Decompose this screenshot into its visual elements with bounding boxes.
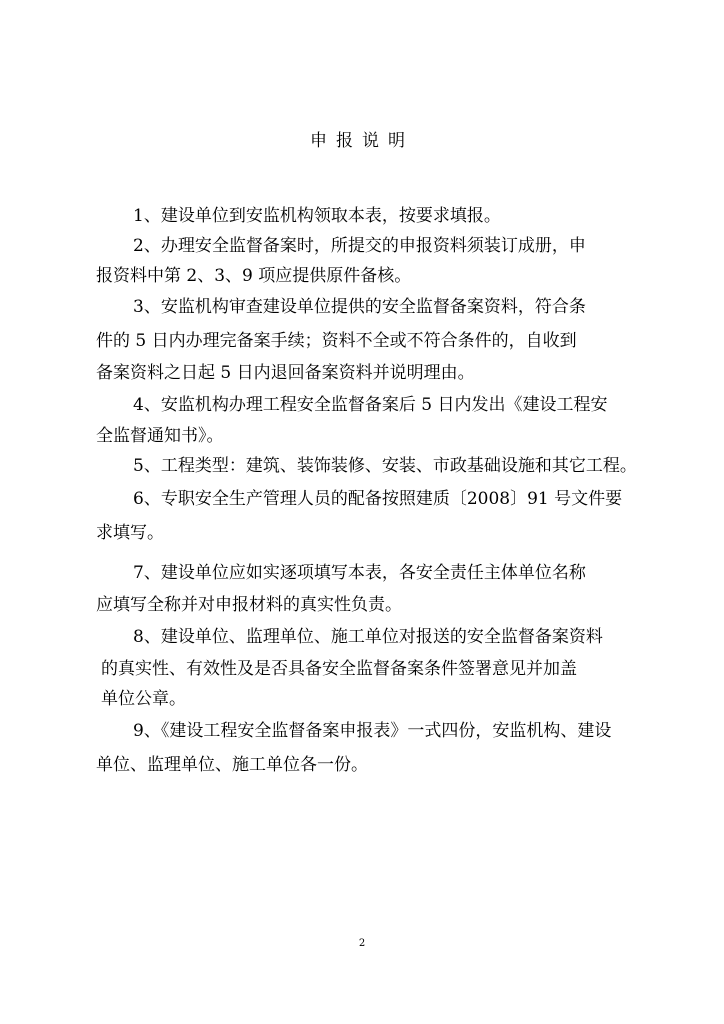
body-line-17: 9、《建设工程安全监督备案申报表》一式四份，安监机构、建设 bbox=[133, 721, 612, 741]
body-line-6: 备案资料之日起 5 日内退回备案资料并说明理由。 bbox=[96, 363, 475, 383]
page-title: 申报说明 bbox=[310, 131, 414, 151]
body-line-9: 5、工程类型：建筑、装饰装修、安装、市政基础设施和其它工程。 bbox=[133, 456, 637, 476]
body-line-4: 3、安监机构审查建设单位提供的安全监督备案资料，符合条 bbox=[133, 297, 586, 317]
body-line-18: 单位、监理单位、施工单位各一份。 bbox=[96, 755, 368, 775]
body-line-1: 1、建设单位到安监机构领取本表，按要求填报。 bbox=[133, 206, 501, 226]
body-line-5: 件的 5 日内办理完备案手续；资料不全或不符合条件的，自收到 bbox=[96, 331, 577, 351]
body-line-11: 求填写。 bbox=[96, 523, 164, 543]
body-line-8: 全监督通知书》。 bbox=[96, 426, 224, 446]
body-line-3: 报资料中第 2、3、9 项应提供原件备核。 bbox=[96, 266, 412, 286]
body-line-7: 4、安监机构办理工程安全监督备案后 5 日内发出《建设工程安 bbox=[133, 395, 608, 415]
body-line-16: 单位公章。 bbox=[101, 689, 186, 709]
body-line-2: 2、办理安全监督备案时，所提交的申报资料须装订成册，申 bbox=[133, 236, 586, 256]
body-line-15: 的真实性、有效性及是否具备安全监督备案条件签署意见并加盖 bbox=[101, 659, 577, 679]
body-line-14: 8、建设单位、监理单位、施工单位对报送的安全监督备案资料 bbox=[133, 627, 603, 647]
body-line-10: 6、专职安全生产管理人员的配备按照建质〔2008〕91 号文件要 bbox=[133, 489, 623, 509]
body-line-12: 7、建设单位应如实逐项填写本表，各安全责任主体单位名称 bbox=[133, 563, 586, 583]
body-line-13: 应填写全称并对申报材料的真实性负责。 bbox=[96, 595, 402, 615]
page-number: 2 bbox=[358, 938, 366, 949]
